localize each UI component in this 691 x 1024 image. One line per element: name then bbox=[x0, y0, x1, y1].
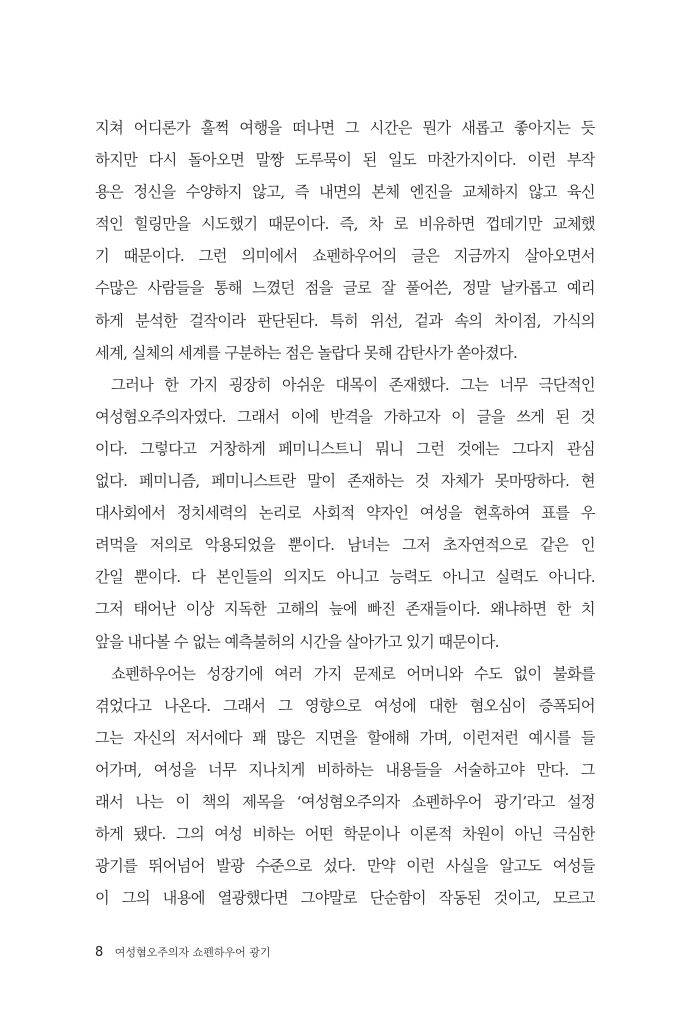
body-text bbox=[95, 112, 595, 914]
page-footer bbox=[95, 944, 271, 960]
text-line: 하게 분석한 걸작이라 판단된다. 특히 위선, 겉과 속의 차이점, 가식의 bbox=[95, 311, 595, 330]
text-line: 래서 나는 이 책의 제목을 ‘여성혐오주의자 쇼펜하우어 광기’라고 설정 bbox=[95, 792, 595, 811]
text-line: 어가며, 여성을 너무 지나치게 비하하는 내용들을 서술하고야 만다. 그 bbox=[95, 760, 595, 779]
text-line: 려먹을 저의로 악용되었을 뿐이다. 남녀는 그저 초자연적으로 같은 인 bbox=[95, 536, 595, 555]
text-line: 지쳐 어디론가 훌쩍 여행을 떠나면 그 시간은 뭔가 새롭고 좋아지는 듯 bbox=[95, 119, 595, 137]
text-line: 쇼펜하우어는 성장기에 여러 가지 문제로 어머니와 수도 없이 불화를 bbox=[111, 664, 595, 683]
text-line: 세계, 실체의 세계를 구분하는 점은 놀랍다 못해 감탄사가 쏟아졌다. bbox=[95, 343, 518, 362]
text-line: 여성혐오주의자였다. 그래서 이에 반격을 가하고자 이 글을 쓰게 된 것 bbox=[95, 407, 595, 426]
text-line: 이 그의 내용에 열광했다면 그야말로 단순함이 작동된 것이고, 모르고 bbox=[95, 889, 595, 908]
text-line: 수많은 사람들을 통해 느꼈던 점을 글로 잘 풀어쓴, 정말 날카롭고 예리 bbox=[95, 279, 595, 298]
text-line: 없다. 페미니즘, 페미니스트란 말이 존재하는 것 자체가 못마땅하다. 현 bbox=[95, 472, 595, 491]
text-line: 이다. 그렇다고 거창하게 페미니스트니 뭐니 그런 것에는 그다지 관심 bbox=[95, 439, 595, 458]
text-line: 대사회에서 정치세력의 논리로 사회적 약자인 여성을 현혹하여 표를 우 bbox=[95, 504, 595, 523]
text-line: 하게 됐다. 그의 여성 비하는 어떤 학문이나 이론적 차원이 아닌 극심한 bbox=[95, 825, 595, 844]
text-line: 기 때문이다. 그런 의미에서 쇼펜하우어의 글은 지금까지 살아오면서 bbox=[95, 247, 595, 266]
text-line: 광기를 뛰어넘어 발광 수준으로 섰다. 만약 이런 사실을 알고도 여성들 bbox=[95, 857, 595, 876]
text-line: 하지만 다시 돌아오면 말짱 도루묵이 된 일도 마찬가지이다. 이런 부작 bbox=[95, 151, 595, 170]
text-line: 그는 자신의 저서에다 꽤 많은 지면을 할애해 가며, 이런저런 예시를 들 bbox=[95, 728, 595, 747]
running-title: 여성혐오주의자 쇼펜하우어 광기 bbox=[114, 946, 271, 959]
text-line: 앞을 내다볼 수 없는 예측불허의 시간을 살아가고 있기 때문이다. bbox=[95, 632, 499, 651]
text-line: 간일 뿐이다. 다 본인들의 의지도 아니고 능력도 아니고 실력도 아니다. bbox=[95, 568, 595, 587]
text-line: 용은 정신을 수양하지 않고, 즉 내면의 본체 엔진을 교체하지 않고 육신 bbox=[95, 183, 595, 202]
text-line: 그저 태어난 이상 지독한 고해의 늪에 빠진 존재들이다. 왜냐하면 한 치 bbox=[95, 600, 595, 619]
page-number: 8 bbox=[95, 945, 104, 960]
text-line: 그러나 한 가지 굉장히 아쉬운 대목이 존재했다. 그는 너무 극단적인 bbox=[111, 375, 595, 394]
text-line: 적인 힐링만을 시도했기 때문이다. 즉, 차 로 비유하면 껍데기만 교체했 bbox=[95, 215, 595, 234]
text-line: 겪었다고 나온다. 그래서 그 영향으로 여성에 대한 혐오심이 증폭되어 bbox=[95, 696, 595, 715]
